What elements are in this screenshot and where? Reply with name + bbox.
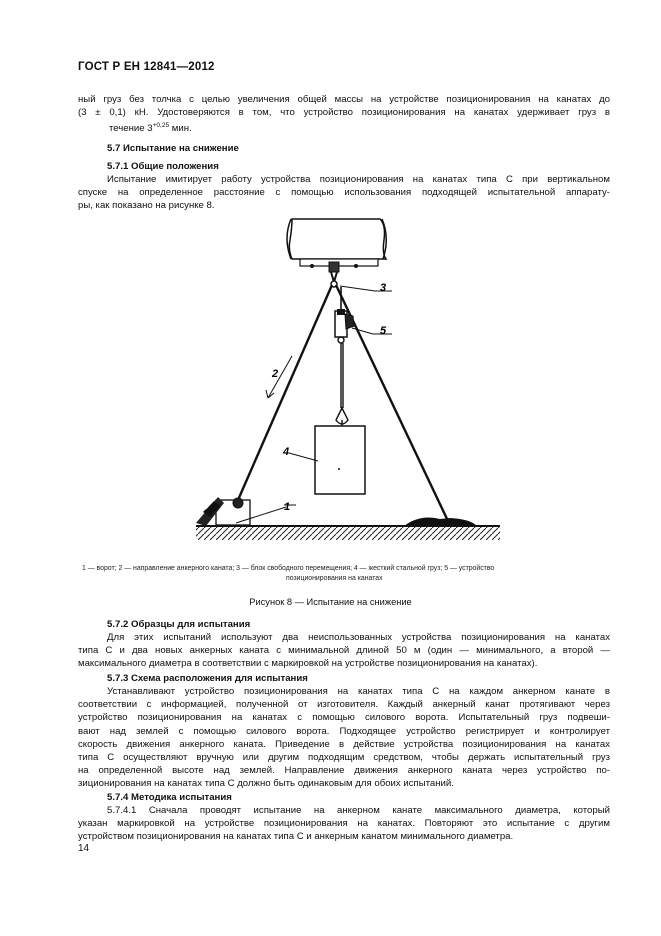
- paragraph-line: Устанавливают устройство позиционирования на канатах типа С на каждом анкерном канате в: [107, 686, 610, 697]
- label-5: 5: [380, 325, 387, 337]
- intro-line-3: течение $3^{+0,25}$ мин.: [109, 122, 192, 135]
- pulley-block: [329, 262, 339, 287]
- paragraph-line: устройством позиционирования на канатах типа С и анкерным канатом минимального диаметра.: [78, 831, 514, 843]
- paragraph-line: максимального диаметра в соответствии с маркировкой на устройстве позиционирования на канатах).: [78, 658, 538, 670]
- paragraph-line: на определенной высоте над землей. Направление движения анкерного каната через устройство по-: [78, 765, 610, 777]
- figure-legend-line-2: позиционирования на канатах: [286, 575, 383, 582]
- figure-caption: Рисунок 8 — Испытание на снижение: [249, 597, 412, 607]
- section-5-7-3-body: [78, 685, 610, 791]
- label-2: 2: [272, 368, 279, 380]
- document-header: ГОСТ Р ЕН 12841—2012: [78, 61, 215, 73]
- section-5-7-2-body: [78, 631, 610, 671]
- paragraph-line: устройство позиционирования на канатах с помощью силового ворота. Испытательный груз подвеши-: [78, 712, 610, 724]
- paragraph-line: спуске на определенное расстояние с помощью использования подходящей испытательной аппарату-: [78, 187, 610, 199]
- paragraph-line: типа С осуществляют вручную или другим подходящим средством, чтобы держать испытательный груз: [78, 752, 610, 764]
- section-5-7-2-title: 5.7.2 Образцы для испытания: [107, 619, 251, 630]
- label-1: 1: [284, 501, 291, 513]
- paragraph-line: Испытание имитирует работу устройства позиционирования на канатах типа С при вертикальном: [107, 174, 610, 185]
- paragraph-line: соответствии с информацией, полученной от изготовителя. Каждый анкерный канат протягивают через: [78, 699, 610, 711]
- section-5-7-title: 5.7 Испытание на снижение: [107, 143, 239, 154]
- section-5-7-4-title: 5.7.4 Методика испытания: [107, 792, 232, 803]
- figure-legend-line-1: 1 — ворот; 2 — направление анкерного каната; 3 — блок свободного перемещения; 4 — жесткий стальной груз; 5 — устройство: [82, 565, 495, 572]
- paragraph-line: 5.7.4.1 Сначала проводят испытание на анкерном канате максимального диаметра, который: [107, 805, 610, 816]
- paragraph-line: скорость движения анкерного каната. Приведение в действие устройства позиционирования на канатах: [78, 738, 610, 750]
- label-3: 3: [380, 282, 387, 294]
- page-number: 14: [78, 843, 90, 854]
- intro-line-2: (3 ± 0,1) кН. Удостоверяются в том, что устройство позиционирования на канатах удерживает груз в: [78, 107, 610, 119]
- paragraph-line: вают над землей с помощью силового ворота. Подходящее устройство регистрирует и контролирует: [78, 725, 610, 737]
- paragraph-line: указан маркировкой на устройстве позиционирования на канатах. Повторяют это испытание с другим: [78, 818, 610, 830]
- section-5-7-1-title: 5.7.1 Общие положения: [107, 161, 219, 172]
- intro-line-1: ный груз без толчка с целью увеличения общей массы на устройстве позиционирования на канатах до: [78, 94, 610, 105]
- paragraph-line: ры, как показано на рисунке 8.: [78, 200, 215, 212]
- section-5-7-4-body: [78, 804, 610, 844]
- paragraph-line: зиционирования на канатах типа С должно быть одинаковым для обоих испытаний.: [78, 778, 454, 790]
- rope-positioning-device: [335, 309, 354, 343]
- overhead-beam: [287, 219, 386, 268]
- winch: [196, 497, 250, 526]
- rigid-steel-load: [315, 426, 365, 494]
- label-4: 4: [283, 446, 290, 458]
- paragraph-line: типа С и два новых анкерных каната с минимальной длиной 50 м (один — минимального, а второй —: [78, 645, 610, 657]
- paragraph-line: Для этих испытаний используют два неиспользованных устройства позиционирования на канатах: [107, 632, 610, 643]
- section-5-7-3-title: 5.7.3 Схема расположения для испытания: [107, 673, 308, 684]
